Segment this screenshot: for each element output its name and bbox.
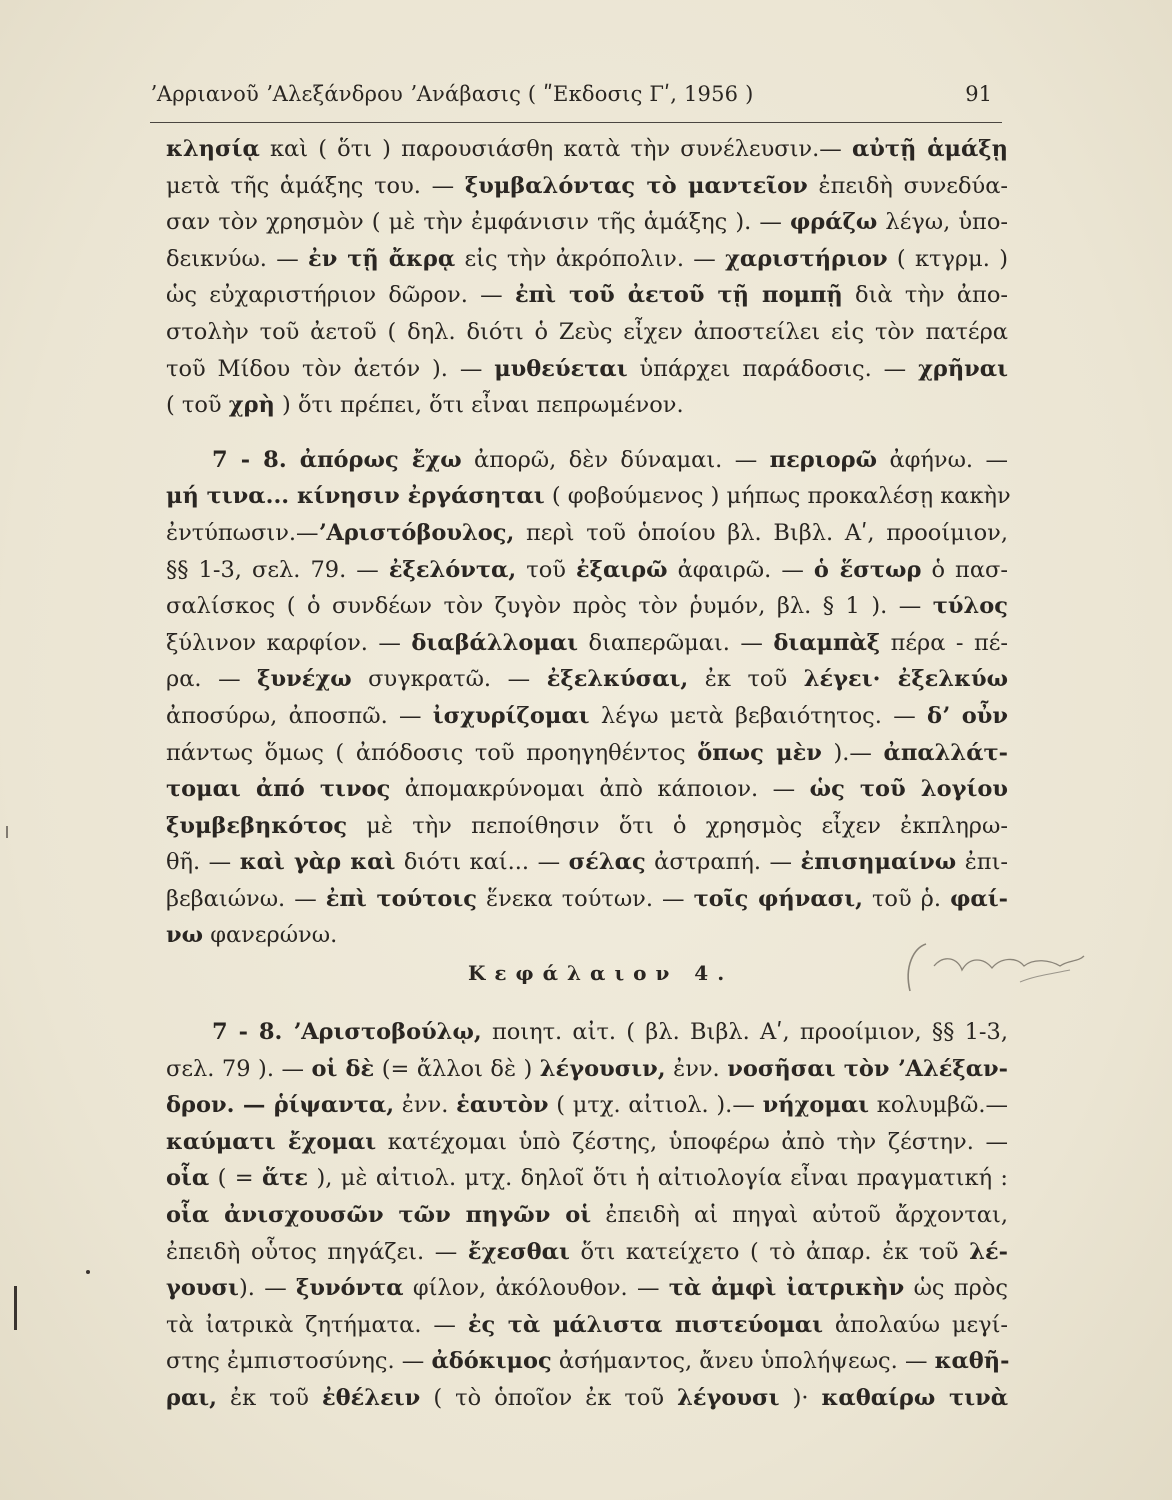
gloss: ἐντύπωσιν.— bbox=[166, 519, 319, 546]
lemma: οἷα bbox=[166, 1165, 210, 1192]
gloss: ).— bbox=[821, 739, 884, 766]
text-line bbox=[166, 351, 1008, 388]
text-line bbox=[166, 1124, 1008, 1161]
gloss: ἀπομακρύνομαι ἀπὸ κάποιον. — bbox=[390, 776, 810, 803]
header-rule bbox=[150, 122, 1002, 123]
lemma: τομαι ἀπό τινος bbox=[166, 776, 391, 803]
lemma: ἐξελκύσαι, bbox=[546, 666, 689, 693]
gloss: (= ἄλλοι δὲ ) bbox=[374, 1055, 540, 1082]
lemma: δρον. — ῥίψαντα, bbox=[166, 1092, 395, 1119]
gloss: τοῦ bbox=[516, 556, 576, 583]
gloss: ἐνν. bbox=[394, 1092, 457, 1119]
gloss: ρα. — bbox=[166, 666, 258, 693]
lemma: χρῆναι bbox=[918, 355, 1008, 382]
lemma: λέγουσι bbox=[677, 1384, 780, 1411]
gloss: πάντως ὅμως ( ἀπόδοσις τοῦ προηγηθέντος bbox=[166, 739, 698, 766]
lemma: καὶ γὰρ καὶ bbox=[239, 849, 396, 876]
lemma: ἐς τὰ μάλιστα πιστεύομαι bbox=[467, 1311, 823, 1338]
gloss: ξύλινον καρφίον. — bbox=[166, 629, 412, 656]
gloss: ἀφήνω. — bbox=[877, 446, 1008, 473]
gloss: τοῦ Μίδου τὸν ἀετόν ). — bbox=[166, 355, 495, 382]
text-line bbox=[166, 771, 1008, 808]
text-line bbox=[166, 314, 1008, 351]
lemma: οἷα ἀνισχουσῶν τῶν πηγῶν οἱ bbox=[166, 1201, 592, 1228]
gloss: ἐκ τοῦ bbox=[688, 666, 804, 693]
gloss: τοῦ ῥ. bbox=[862, 885, 951, 912]
lemma: γουσι bbox=[166, 1275, 239, 1302]
lemma: διαμπὰξ bbox=[773, 629, 881, 656]
gloss: λέγω μετὰ βεβαιότητος. — bbox=[589, 702, 927, 729]
lemma: ἐξελόντα, bbox=[388, 556, 517, 583]
lemma: ὁ ἕστωρ bbox=[813, 556, 922, 583]
lemma: λέγουσιν, bbox=[539, 1055, 666, 1082]
text-line bbox=[166, 625, 1008, 662]
gloss: περὶ τοῦ ὁποίου βλ. Βιβλ. Αʹ, προοίμιον, bbox=[514, 519, 1008, 546]
lemma: αὐτῇ ἁμάξῃ bbox=[851, 136, 1008, 162]
lemma: ἔχεσθαι bbox=[467, 1238, 570, 1265]
text-line bbox=[166, 1087, 1008, 1124]
lemma: ὡς τοῦ λογίου bbox=[809, 776, 1008, 803]
gloss: μὲ τὴν πεποίθησιν ὅτι ὁ χρησμὸς εἶχεν ἐκπληρω- bbox=[347, 812, 1008, 839]
gloss: λέγω, ὑπο- bbox=[877, 209, 1008, 236]
text-line bbox=[166, 277, 1008, 314]
text-line bbox=[166, 1270, 1008, 1307]
lemma: ἀπαλλάτ- bbox=[883, 739, 1008, 766]
text-line bbox=[166, 735, 1008, 772]
gloss: ) ὅτι πρέπει, ὅτι εἶναι πεπρωμένον. bbox=[274, 392, 684, 419]
gloss: ἕνεκα τούτων. — bbox=[477, 885, 694, 912]
lemma: ξυνέχω bbox=[257, 666, 352, 693]
gloss: ἀστραπή. — bbox=[645, 849, 801, 876]
gloss: ἐπι- bbox=[956, 849, 1008, 876]
gloss: εἰς τὴν ἀκρόπολιν. — bbox=[455, 245, 726, 272]
gloss: τὰ ἰατρικὰ ζητήματα. — bbox=[166, 1311, 468, 1338]
text-line bbox=[166, 204, 1008, 241]
margin-mark bbox=[14, 1286, 17, 1330]
lemma: σέλας bbox=[568, 849, 646, 876]
gloss: ( = bbox=[209, 1165, 262, 1192]
lemma: 7 - 8. ʼΑριστοβούλῳ, bbox=[212, 1019, 482, 1045]
text-line bbox=[166, 1380, 1008, 1417]
gloss: φίλον, ἀκόλουθον. — bbox=[403, 1275, 669, 1302]
text-line bbox=[166, 241, 1008, 278]
lemma: τὰ ἀμφὶ ἰατρικὴν bbox=[668, 1275, 905, 1302]
gloss: ἐπειδὴ συνεδύα- bbox=[807, 172, 1008, 199]
lemma: καθῆ- bbox=[934, 1348, 1010, 1375]
gloss: ), μὲ αἰτιολ. μτχ. δηλοῖ ὅτι ἡ αἰτιολογία εἶναι πραγματική : bbox=[308, 1165, 1008, 1192]
text-line bbox=[166, 387, 1008, 424]
text-line bbox=[166, 442, 1008, 479]
commentary-text-lower bbox=[166, 1014, 1008, 1417]
gloss: ὅτι κατείχετο ( τὸ ἀπαρ. ἐκ τοῦ bbox=[569, 1238, 970, 1265]
lemma: ἀπόρως ἔχω bbox=[299, 446, 462, 473]
gloss: ( φοβούμενος ) μήπως προκαλέσῃ κακὴν bbox=[544, 483, 1011, 510]
gloss: δεικνύω. — bbox=[166, 245, 309, 272]
commentary-text-upper bbox=[166, 131, 1011, 954]
lemma: ἐν τῇ ἄκρᾳ bbox=[308, 245, 456, 272]
lemma: ἰσχυρίζομαι bbox=[432, 702, 590, 729]
gloss: ἀσήμαντος, ἄνευ ὑπολήψεως. — bbox=[551, 1348, 935, 1375]
gloss: στης ἐμπιστοσύνης. — bbox=[166, 1348, 432, 1375]
gloss: ὡς πρὸς bbox=[904, 1275, 1008, 1302]
lemma: φαί- bbox=[950, 885, 1008, 912]
text-line bbox=[166, 168, 1008, 205]
gloss: καὶ ( ὅτι ) παρουσιάσθη κατὰ τὴν συνέλευσιν.— bbox=[259, 136, 852, 162]
gloss: διαπερῶμαι. — bbox=[578, 629, 774, 656]
gloss: ἀπορῶ, δὲν δύναμαι. — bbox=[461, 446, 770, 473]
gloss: ). — bbox=[238, 1275, 296, 1302]
lemma: ἅτε bbox=[261, 1165, 309, 1192]
text-line bbox=[166, 552, 1008, 589]
text-line bbox=[166, 588, 1008, 625]
lemma: λέγει· ἐξελκύω bbox=[803, 666, 1008, 693]
text-line bbox=[166, 1343, 1008, 1380]
gloss: ποιητ. αἰτ. ( βλ. Βιβλ. Αʹ, προοίμιον, §§ 1-3, bbox=[481, 1019, 1008, 1045]
lemma: οἱ δὲ bbox=[311, 1055, 375, 1082]
gloss: ἀφαιρῶ. — bbox=[667, 556, 814, 583]
text-line bbox=[166, 808, 1008, 845]
text-line bbox=[166, 1051, 1008, 1088]
lemma: λέ- bbox=[969, 1238, 1008, 1265]
gloss: βεβαιώνω. — bbox=[166, 885, 326, 912]
lemma: δʼ οὖν bbox=[926, 702, 1008, 729]
lemma: τοῖς φήνασι, bbox=[693, 885, 863, 912]
gloss: )· bbox=[779, 1384, 822, 1411]
gloss: ἐπειδὴ οὗτος πηγάζει. — bbox=[166, 1238, 468, 1265]
text-line bbox=[166, 1014, 1008, 1051]
gloss: ἀποσύρω, ἀποσπῶ. — bbox=[166, 702, 433, 729]
lemma: μή τινα... κίνησιν ἐργάσηται bbox=[166, 483, 545, 510]
gloss: συγκρατῶ. — bbox=[351, 666, 547, 693]
gloss: σαλίσκος ( ὁ συνδέων τὸν ζυγὸν πρὸς τὸν ῥυμόν, βλ. § 1 ). — bbox=[166, 593, 933, 620]
gloss: ( κτγρμ. ) bbox=[887, 245, 1008, 272]
page-number: 91 bbox=[965, 82, 992, 106]
header-title: ʼΑρριανοῦ ʼΑλεξάνδρου ʼΑνάβασις ( ʺΕκδοσις Γʹ, 1956 ) bbox=[150, 82, 754, 106]
gloss: ἐπειδὴ αἱ πηγαὶ αὐτοῦ ἄρχονται, bbox=[591, 1201, 1008, 1228]
lemma: ὅπως μὲν bbox=[697, 739, 822, 766]
gloss: θῆ. — bbox=[166, 849, 240, 876]
lemma: χαριστήριον bbox=[725, 245, 888, 272]
gloss: πέρα - πέ- bbox=[880, 629, 1008, 656]
lemma: τύλος bbox=[932, 593, 1008, 620]
lemma: ἀδόκιμος bbox=[431, 1348, 552, 1375]
lemma: χρὴ bbox=[228, 392, 275, 419]
gloss: §§ 1-3, σελ. 79. — bbox=[166, 556, 389, 583]
lemma: ἑαυτὸν bbox=[456, 1092, 549, 1119]
text-line bbox=[166, 917, 1008, 954]
lemma: ξυνόντα bbox=[296, 1275, 404, 1302]
lemma: ἐπὶ τούτοις bbox=[325, 885, 477, 912]
gloss: σαν τὸν χρησμὸν ( μὲ τὴν ἐμφάνισιν τῆς ἁμάξης ). — bbox=[166, 209, 790, 236]
lemma: νοσῆσαι τὸν ʼΑλέξαν- bbox=[727, 1055, 1008, 1082]
pencil-annotation bbox=[900, 936, 1100, 1006]
gloss: ( τὸ ὁποῖον ἐκ τοῦ bbox=[420, 1384, 678, 1411]
gloss: κολυμβῶ.— bbox=[869, 1092, 1008, 1119]
lemma: μυθεύεται bbox=[494, 355, 628, 382]
lemma: καθαίρω τινὰ bbox=[821, 1384, 1009, 1411]
text-line bbox=[166, 1307, 1008, 1344]
lemma: ἐξαιρῶ bbox=[575, 556, 668, 583]
gloss: διότι καί... — bbox=[395, 849, 569, 876]
lemma: 7 - 8. bbox=[212, 446, 300, 473]
gloss: στολὴν τοῦ ἀετοῦ ( δηλ. διότι ὁ Ζεὺς εἶχεν ἀποστείλει εἰς τὸν πατέρα bbox=[166, 318, 1008, 345]
gloss: ἐκ τοῦ bbox=[217, 1384, 322, 1411]
lemma: ξυμβαλόντας τὸ μαντεῖον bbox=[464, 172, 808, 199]
text-line bbox=[166, 881, 1008, 918]
lemma: φράζω bbox=[789, 209, 878, 236]
lemma: καύματι ἔχομαι bbox=[166, 1128, 377, 1155]
lemma: ʼΑριστόβουλος, bbox=[318, 519, 515, 546]
text-line bbox=[166, 1197, 1008, 1234]
lemma: ξυμβεβηκότος bbox=[166, 812, 348, 839]
lemma: ἐπισημαίνω bbox=[800, 849, 957, 876]
gloss: σελ. 79 ). — bbox=[166, 1055, 312, 1082]
lemma: κλησίᾳ bbox=[166, 136, 260, 162]
paragraph-gap bbox=[166, 424, 1008, 442]
chapter-heading: Κεφάλαιον 4. bbox=[468, 961, 734, 985]
text-line bbox=[166, 844, 1008, 881]
margin-mark bbox=[86, 1270, 90, 1274]
lemma: ραι, bbox=[166, 1384, 217, 1411]
lemma: ἐθέλειν bbox=[321, 1384, 421, 1411]
lemma: νω bbox=[166, 922, 204, 949]
running-header bbox=[150, 82, 1000, 114]
margin-mark bbox=[6, 826, 8, 838]
text-line bbox=[166, 515, 1008, 552]
text-line bbox=[166, 131, 1008, 168]
text-line bbox=[166, 698, 1008, 735]
lemma: νήχομαι bbox=[762, 1092, 870, 1119]
gloss: διὰ τὴν ἀπο- bbox=[842, 282, 1008, 309]
gloss: μετὰ τῆς ἁμάξης του. — bbox=[166, 172, 465, 199]
gloss: ὑπάρχει παράδοσις. — bbox=[627, 355, 919, 382]
gloss: φανερώνω. bbox=[203, 922, 338, 949]
lemma: ἐπὶ τοῦ ἀετοῦ τῇ πομπῇ bbox=[514, 282, 843, 309]
gloss: ( μτχ. αἰτιολ. ).— bbox=[548, 1092, 763, 1119]
gloss: ὡς εὐχαριστήριον δῶρον. — bbox=[166, 282, 515, 309]
text-line bbox=[166, 1234, 1008, 1271]
lemma: περιορῶ bbox=[769, 446, 878, 473]
text-line bbox=[166, 661, 1008, 698]
text-line bbox=[166, 1160, 1008, 1197]
gloss: κατέχομαι ὑπὸ ζέστης, ὑποφέρω ἀπὸ τὴν ζέστην. — bbox=[376, 1128, 1008, 1155]
gloss: ἐνν. bbox=[665, 1055, 728, 1082]
lemma: διαβάλλομαι bbox=[411, 629, 579, 656]
gloss: ἀπολαύω μεγί- bbox=[823, 1311, 1009, 1338]
text-line bbox=[166, 478, 1011, 515]
gloss: ὁ πασ- bbox=[921, 556, 1008, 583]
gloss: ( τοῦ bbox=[166, 392, 229, 419]
